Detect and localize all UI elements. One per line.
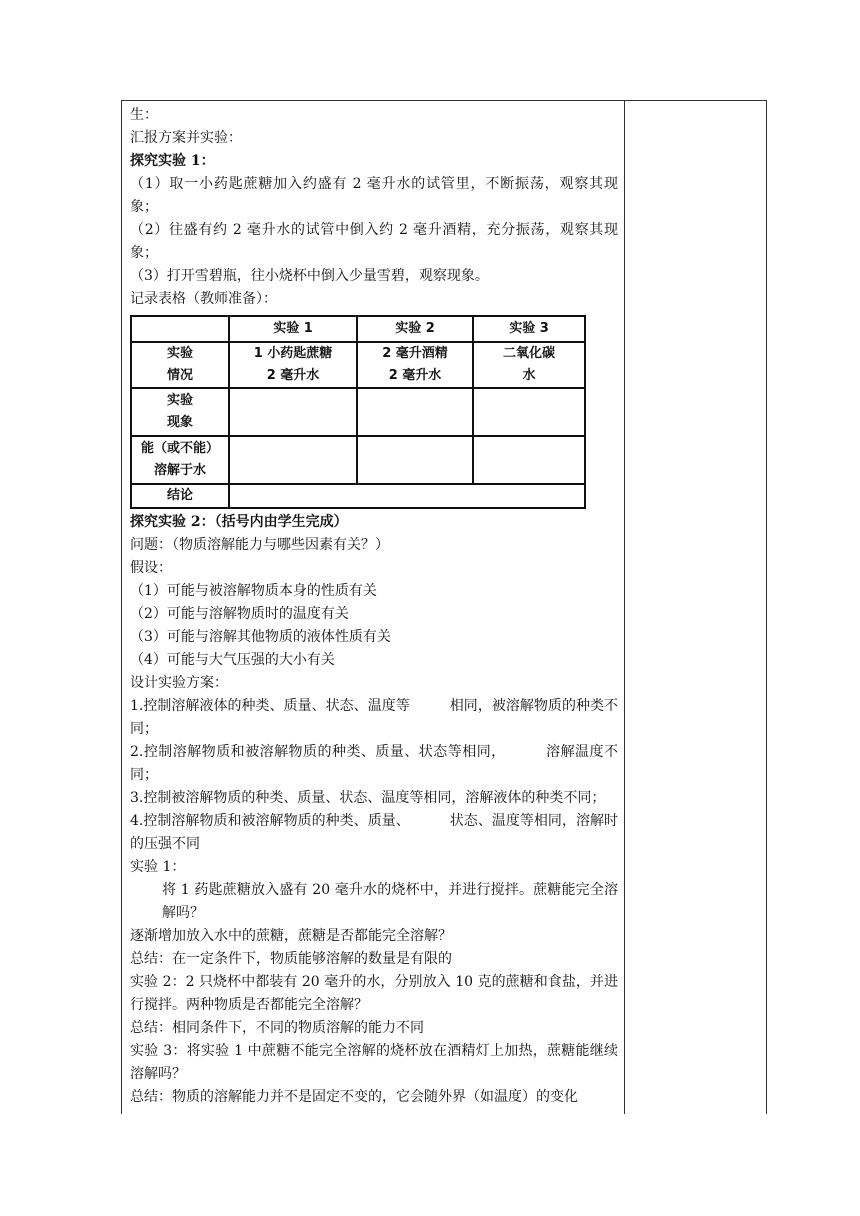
table-header-exp3: 实验 3 bbox=[473, 316, 585, 342]
plan-2: 2.控制溶解物质和被溶解物质的种类、质量、状态等相同， 溶解温度不同； bbox=[130, 744, 619, 783]
hypothesis-title: 假设： bbox=[130, 560, 172, 576]
row-label-conclusion: 结论 bbox=[131, 484, 229, 508]
exp1-heading: 探究实验 1： bbox=[130, 153, 215, 169]
hypothesis-2: （2）可能与溶解物质时的温度有关 bbox=[130, 606, 349, 622]
cell-exp2-phenomenon bbox=[357, 388, 473, 436]
row-label-dissolve: 能（或不能） 溶解于水 bbox=[131, 436, 229, 484]
plan-3: 3.控制被溶解物质的种类、质量、状态、温度等相同，溶解液体的种类不同； bbox=[130, 790, 606, 806]
cell-exp3-dissolve bbox=[473, 436, 585, 484]
table-row-dissolve bbox=[131, 436, 585, 484]
exp1-step-1: （1）取一小药匙蔗糖加入约盛有 2 毫升水的试管里，不断振荡，观察其现象； bbox=[130, 176, 618, 215]
summary-1: 总结：在一定条件下，物质能够溶解的数量是有限的 bbox=[130, 951, 452, 967]
row-label-phenomenon: 实验 现象 bbox=[131, 388, 229, 436]
hypothesis-3: （3）可能与溶解其他物质的液体性质有关 bbox=[130, 629, 391, 645]
cell-exp2-dissolve bbox=[357, 436, 473, 484]
cell-exp2-situation: 2 毫升酒精 2 毫升水 bbox=[357, 342, 473, 388]
summary-2: 总结：相同条件下，不同的物质溶解的能力不同 bbox=[130, 1020, 424, 1036]
hypothesis-4: （4）可能与大气压强的大小有关 bbox=[130, 652, 335, 668]
summary-3: 总结：物质的溶解能力并不是固定不变的，它会随外界（如温度）的变化 bbox=[130, 1089, 578, 1105]
table-header-row bbox=[131, 316, 585, 342]
table-row-conclusion bbox=[131, 484, 585, 508]
exp1-step-3: （3）打开雪碧瓶，往小烧杯中倒入少量雪碧，观察现象。 bbox=[130, 268, 489, 284]
cell-exp1-dissolve bbox=[229, 436, 357, 484]
plan-4: 4.控制溶解物质和被溶解物质的种类、质量、 状态、温度等相同，溶解时的压强不同 bbox=[130, 813, 619, 852]
report-plan-line: 汇报方案并实验： bbox=[130, 130, 242, 146]
cell-exp3-phenomenon bbox=[473, 388, 585, 436]
table-row-phenomenon bbox=[131, 388, 585, 436]
table-header-exp1: 实验 1 bbox=[229, 316, 357, 342]
table-header-exp2: 实验 2 bbox=[357, 316, 473, 342]
experiment-1-label: 实验 1： bbox=[130, 859, 186, 875]
cell-exp1-phenomenon bbox=[229, 388, 357, 436]
lesson-content bbox=[130, 104, 618, 1109]
table-caption: 记录表格（教师准备）： bbox=[130, 291, 277, 307]
experiment-3-text: 实验 3：将实验 1 中蔗糖不能完全溶解的烧杯放在酒精灯上加热，蔗糖能继续溶解吗？ bbox=[130, 1043, 618, 1082]
student-label: 生： bbox=[130, 107, 158, 123]
experiment-1-more: 逐渐增加放入水中的蔗糖，蔗糖是否都能完全溶解？ bbox=[130, 928, 452, 944]
plan-1: 1.控制溶解液体的种类、质量、状态、温度等 相同，被溶解物质的种类不同； bbox=[130, 698, 619, 737]
hypothesis-1: （1）可能与被溶解物质本身的性质有关 bbox=[130, 583, 377, 599]
record-table bbox=[130, 315, 586, 509]
design-title: 设计实验方案： bbox=[130, 675, 228, 691]
row-label-situation: 实验 情况 bbox=[131, 342, 229, 388]
experiment-1-text: 将 1 药匙蔗糖放入盛有 20 毫升水的烧杯中，并进行搅拌。蔗糖能完全溶解吗？ bbox=[162, 882, 618, 921]
side-cell-border bbox=[624, 100, 767, 1114]
exp1-step-2: （2）往盛有约 2 毫升水的试管中倒入约 2 毫升酒精，充分振荡，观察其现象； bbox=[130, 222, 618, 261]
exp2-heading: 探究实验 2：（括号内由学生完成） bbox=[130, 514, 348, 530]
cell-conclusion bbox=[229, 484, 585, 508]
table-corner-cell bbox=[131, 316, 229, 342]
cell-exp1-situation: 1 小药匙蔗糖 2 毫升水 bbox=[229, 342, 357, 388]
table-row-situation bbox=[131, 342, 585, 388]
cell-exp3-situation: 二氧化碳 水 bbox=[473, 342, 585, 388]
exp2-question: 问题：（物质溶解能力与哪些因素有关？） bbox=[130, 537, 389, 553]
experiment-2-text: 实验 2：2 只烧杯中都装有 20 毫升的水，分别放入 10 克的蔗糖和食盐，并进行搅拌。两种物质是否都能完全溶解？ bbox=[130, 974, 618, 1013]
